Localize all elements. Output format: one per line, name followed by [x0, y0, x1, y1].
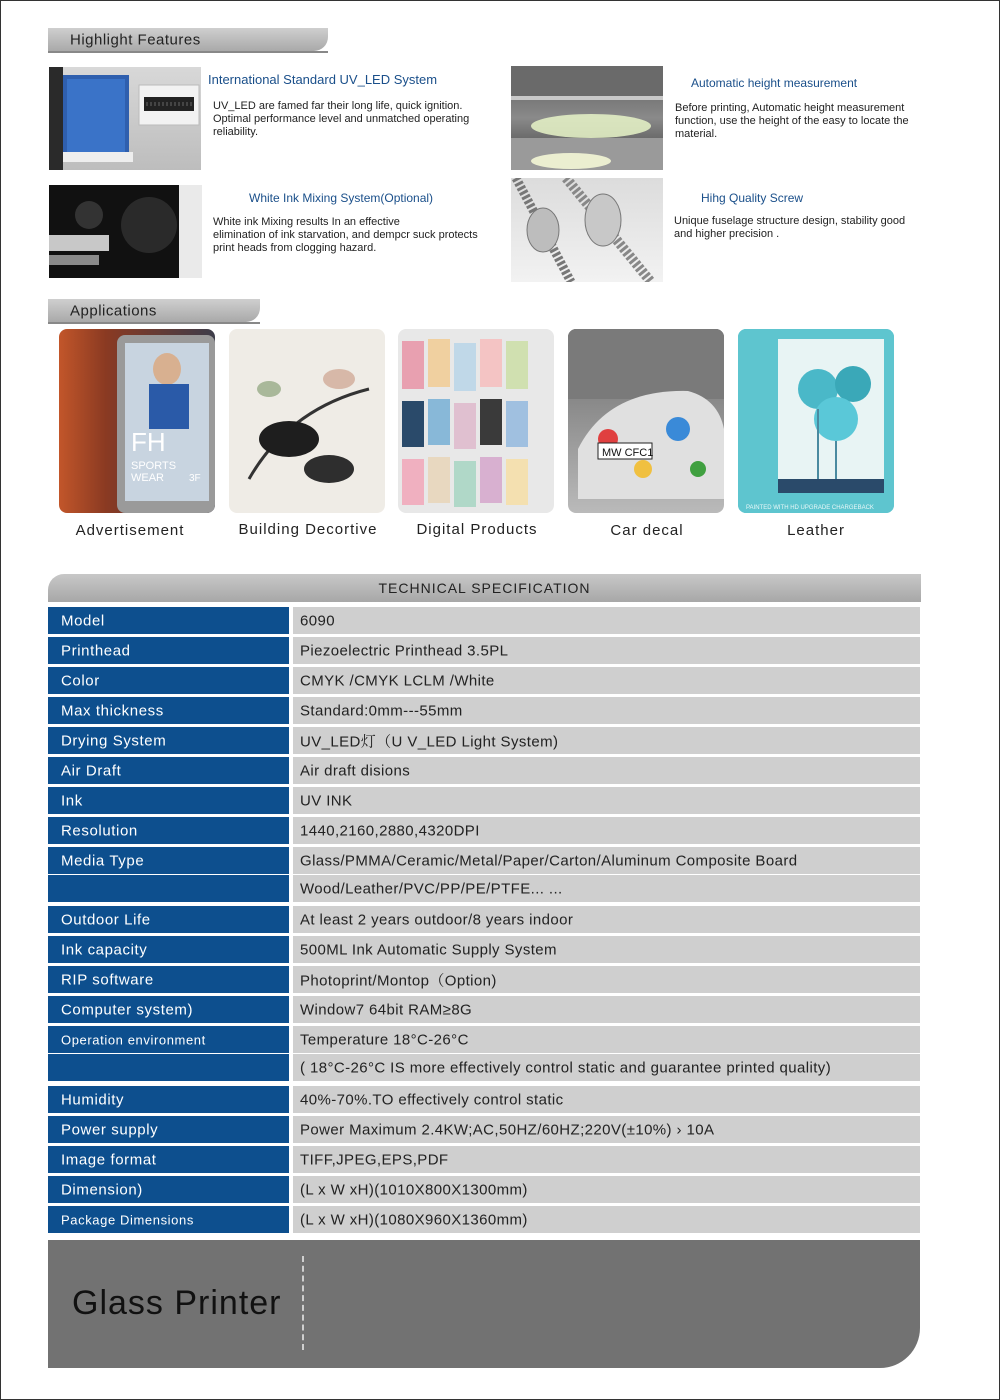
spec-value: (L x W xH)(1080X960X1360mm)	[300, 1211, 528, 1228]
ink-painting	[229, 329, 385, 513]
spec-value-cell	[293, 1054, 920, 1081]
spec-row	[48, 637, 920, 664]
spec-value-cell	[293, 637, 920, 664]
spec-row	[48, 1026, 920, 1053]
spec-label-cell	[48, 847, 289, 874]
sign-wear: WEAR	[131, 472, 164, 484]
spec-value-cell	[293, 1026, 920, 1053]
spec-value-cell	[293, 847, 920, 874]
spec-value-cell	[293, 1206, 920, 1233]
feature-auto-height-text: Before printing, Automatic height measurement function, use the height of the easy to locate the material.	[675, 102, 909, 140]
uv-led-illustration	[49, 67, 201, 170]
spec-label-cell	[48, 1116, 289, 1143]
feature-screw-title: Hihg Quality Screw	[701, 191, 804, 205]
leather-label: Leather	[787, 522, 845, 539]
spec-label-cell	[48, 787, 289, 814]
footer-banner	[48, 1240, 920, 1368]
spec-label: Humidity	[61, 1091, 125, 1108]
spec-label: Ink	[61, 792, 83, 809]
screw-illustration	[511, 178, 663, 282]
spec-value-cell	[293, 607, 920, 634]
spec-label-cell	[48, 875, 289, 902]
spec-label: Image format	[61, 1151, 157, 1168]
spec-value-cell	[293, 787, 920, 814]
spec-value-cell	[293, 875, 920, 902]
spec-label-cell	[48, 757, 289, 784]
feature-white-ink-title: White Ink Mixing System(Optional)	[249, 191, 434, 205]
spec-value-cell	[293, 697, 920, 724]
spec-value-cell	[293, 1176, 920, 1203]
spec-label-cell	[48, 966, 289, 993]
spec-label: Air Draft	[61, 762, 122, 779]
white-ink-illustration	[49, 185, 202, 278]
spec-value: Photoprint/Montop（Option)	[300, 972, 497, 989]
spec-label: Color	[61, 672, 100, 689]
spec-value: 40%-70%.TO effectively control static	[300, 1091, 564, 1108]
spec-value: Power Maximum 2.4KW;AC,50HZ/60HZ;220V(±10%) › 10A	[300, 1121, 715, 1138]
highlight-features-title: Highlight Features	[70, 31, 201, 48]
digital-products-image	[398, 329, 554, 513]
spec-label-cell	[48, 1026, 289, 1053]
spec-value: At least 2 years outdoor/8 years indoor	[300, 911, 574, 928]
spec-label-cell	[48, 906, 289, 933]
spec-value: (L x W xH)(1010X800X1300mm)	[300, 1181, 528, 1198]
spec-row	[48, 727, 920, 754]
spec-row	[48, 1116, 920, 1143]
spec-value-cell	[293, 966, 920, 993]
spec-label-cell	[48, 936, 289, 963]
spec-value: UV INK	[300, 792, 353, 809]
spec-value: Temperature 18°C-26°C	[300, 1031, 469, 1048]
spec-value: Piezoelectric Printhead 3.5PL	[300, 642, 509, 659]
spec-label: Model	[61, 612, 105, 629]
spec-label-cell	[48, 1176, 289, 1203]
spec-row	[48, 906, 920, 933]
sign-sports: SPORTS	[131, 460, 177, 472]
digital-products-label: Digital Products	[416, 521, 538, 538]
spec-row	[48, 966, 920, 993]
spec-value: TIFF,JPEG,EPS,PDF	[300, 1151, 449, 1168]
advertisement-label: Advertisement	[75, 522, 185, 539]
sign-fh: FH	[131, 427, 166, 457]
spec-value-cell	[293, 1146, 920, 1173]
feature-screw-text: Unique fuselage structure design, stability good and higher precision .	[674, 215, 906, 240]
highlight-features-header	[48, 28, 328, 51]
spec-row	[48, 667, 920, 694]
building-decorative-image	[229, 329, 385, 513]
spec-value: 1440,2160,2880,4320DPI	[300, 822, 480, 839]
spec-value: Air draft disions	[300, 762, 411, 779]
feature-uv-led-title: International Standard UV_LED System	[208, 72, 438, 87]
phone-cases-grid	[398, 329, 554, 513]
spec-title: TECHNICAL SPECIFICATION	[378, 580, 591, 596]
footer-divider	[302, 1256, 304, 1350]
spec-row	[48, 1176, 920, 1203]
spec-label-cell	[48, 1146, 289, 1173]
sign-3f: 3F	[189, 473, 201, 484]
spec-header	[48, 574, 921, 602]
spec-label-cell	[48, 697, 289, 724]
leather-caption: PAINTED WITH HD UPGRADE CHARGEBACK	[746, 505, 874, 511]
spec-value: Window7 64bit RAM≥8G	[300, 1001, 473, 1018]
spec-label: RIP software	[61, 971, 154, 988]
building-decorative-label: Building Decortive	[238, 521, 378, 538]
spec-value: Standard:0mm---55mm	[300, 702, 463, 719]
spec-label-cell	[48, 607, 289, 634]
spec-row	[48, 607, 920, 634]
spec-label-cell	[48, 727, 289, 754]
spec-label: Ink capacity	[61, 941, 148, 958]
spec-label: Dimension)	[61, 1181, 143, 1198]
spec-row	[48, 1206, 920, 1233]
spec-value: ( 18°C-26°C IS more effectively control static and guarantee printed quality)	[300, 1059, 832, 1076]
spec-label: Drying System	[61, 732, 167, 749]
spec-value-cell	[293, 667, 920, 694]
spec-value: UV_LED灯（U V_LED Light System)	[300, 733, 559, 750]
spec-label-cell	[48, 1054, 289, 1081]
spec-row	[48, 875, 920, 902]
spec-row	[48, 787, 920, 814]
spec-row	[48, 996, 920, 1023]
spec-label: Outdoor Life	[61, 911, 151, 928]
spec-row	[48, 817, 920, 844]
spec-value: 500ML Ink Automatic Supply System	[300, 941, 557, 958]
car-decal-label: Car decal	[610, 522, 684, 539]
license-plate: MW CFC1	[602, 447, 654, 459]
spec-value-cell	[293, 727, 920, 754]
screw-image	[511, 178, 663, 282]
spec-label-cell	[48, 996, 289, 1023]
applications-title: Applications	[70, 302, 157, 319]
spec-row	[48, 936, 920, 963]
spec-value-cell	[293, 1086, 920, 1113]
spec-label: Package Dimensions	[61, 1212, 194, 1227]
car-decal-image	[568, 329, 724, 513]
spec-value-cell	[293, 936, 920, 963]
spec-value-cell	[293, 906, 920, 933]
spec-label-cell	[48, 637, 289, 664]
spec-value: 6090	[300, 612, 335, 629]
spec-row	[48, 697, 920, 724]
spec-row	[48, 757, 920, 784]
product-title: Glass Printer	[72, 1284, 282, 1322]
decorated-car	[568, 329, 724, 513]
spec-label: Media Type	[61, 852, 145, 869]
spec-value-cell	[293, 817, 920, 844]
spec-label-cell	[48, 1086, 289, 1113]
spec-row	[48, 1146, 920, 1173]
spec-value: Glass/PMMA/Ceramic/Metal/Paper/Carton/Aluminum Composite Board	[300, 852, 798, 869]
spec-label-cell	[48, 667, 289, 694]
spec-label: Computer system)	[61, 1001, 194, 1018]
spec-label-cell	[48, 1206, 289, 1233]
spec-label: Printhead	[61, 642, 131, 659]
spec-row	[48, 1086, 920, 1113]
spec-value-cell	[293, 757, 920, 784]
auto-height-illustration	[511, 66, 663, 170]
spec-value-cell	[293, 1116, 920, 1143]
auto-height-image	[511, 66, 663, 170]
feature-white-ink-text: White ink Mixing results In an effective elimination of ink starvation, and dempcr suck protects print heads from clogging hazard.	[213, 216, 478, 254]
feature-auto-height-title: Automatic height measurement	[691, 76, 858, 90]
advertisement-lightbox	[59, 329, 215, 513]
spec-label: Resolution	[61, 822, 138, 839]
spec-label: Max thickness	[61, 702, 164, 719]
spec-value-cell	[293, 996, 920, 1023]
spec-label: Operation environment	[61, 1032, 206, 1047]
spec-row	[48, 1054, 920, 1081]
spec-label: Power supply	[61, 1121, 159, 1138]
spec-value: Wood/Leather/PVC/PP/PE/PTFE... ...	[300, 880, 563, 897]
uv-led-image	[49, 67, 201, 170]
leather-case	[738, 329, 894, 513]
leather-image	[738, 329, 894, 513]
spec-value: CMYK /CMYK LCLM /White	[300, 672, 495, 689]
spec-row	[48, 847, 920, 874]
applications-header	[48, 299, 260, 322]
advertisement-image	[59, 329, 215, 513]
feature-uv-led-text: UV_LED are famed far their long life, quick ignition. Optimal performance level and unmatched operating reliability.	[213, 100, 470, 138]
white-ink-image	[49, 185, 202, 278]
spec-label-cell	[48, 817, 289, 844]
